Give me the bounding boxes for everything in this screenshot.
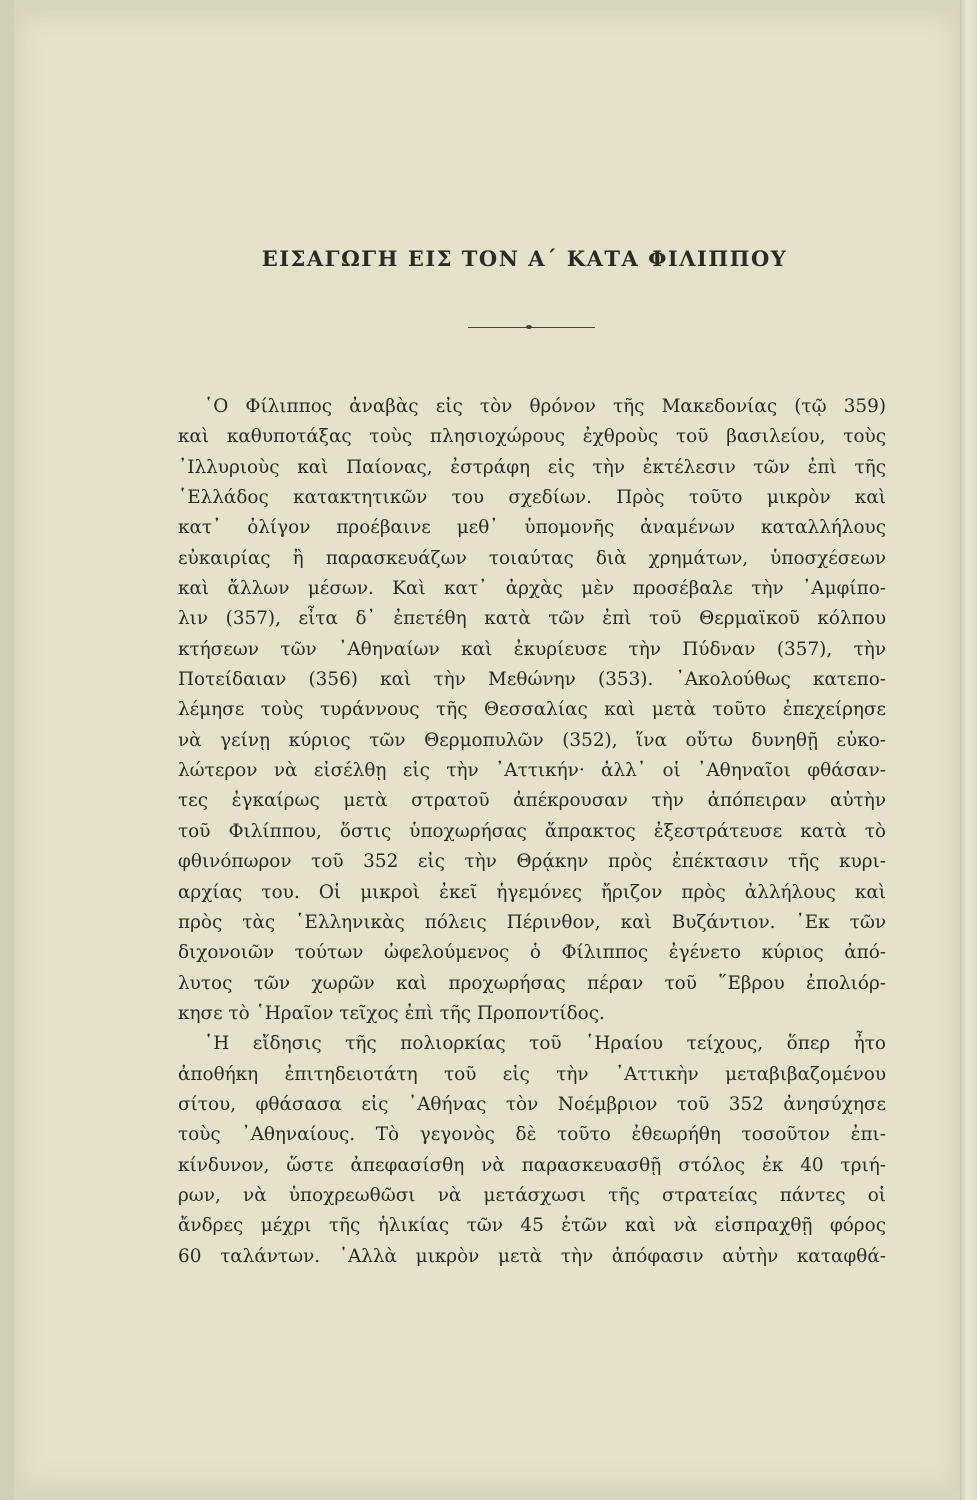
text-line: λώτερον νὰ εἰσέλθῃ εἰς τὴν ᾿Αττικήν· ἀλλ᾿ οἱ ᾿Αθηναῖοι φθάσαν- bbox=[178, 760, 886, 782]
text-line: διχονοιῶν τούτων ὠφελούμενος ὁ Φίλιππος ἐγένετο κύριος ἀπό- bbox=[178, 942, 886, 964]
text-line: νὰ γείνῃ κύριος τῶν Θερμοπυλῶν (352), ἵνα οὕτω δυνηθῇ εὐκο- bbox=[178, 729, 886, 751]
text-line: τοὺς ᾿Αθηναίους. Τὸ γεγονὸς δὲ τοῦτο ἐθεωρήθη τοσοῦτον ἐπι- bbox=[178, 1124, 886, 1146]
text-line: Ποτείδαιαν (356) καὶ τὴν Μεθώνην (353). ᾿Ακολούθως κατεπο- bbox=[178, 669, 886, 691]
text-line: τοῦ Φιλίππου, ὅστις ὑποχωρήσας ἄπρακτος ἐξεστράτευσε κατὰ τὸ bbox=[178, 820, 886, 842]
text-line: ᾿Ιλλυριοὺς καὶ Παίονας, ἐστράφη εἰς τὴν ἐκτέλεσιν τῶν ἐπὶ τῆς bbox=[178, 456, 886, 478]
text-line: κησε τὸ ῾Ηραῖον τεῖχος ἐπὶ τῆς Προποντίδος. bbox=[178, 1002, 605, 1024]
body-text bbox=[178, 392, 886, 1272]
text-line: κτήσεων τῶν ᾿Αθηναίων καὶ ἐκυρίευσε τὴν Πύδναν (357), τὴν bbox=[178, 638, 886, 660]
text-line: 60 ταλάντων. ᾿Αλλὰ μικρὸν μετὰ τὴν ἀπόφασιν αὐτὴν καταφθά- bbox=[178, 1245, 886, 1267]
text-line: κατ᾿ ὀλίγον προέβαινε μεθ᾿ ὑπομονῆς ἀναμένων καταλλήλους bbox=[178, 517, 886, 539]
text-line: κίνδυνον, ὥστε ἀπεφασίσθη νὰ παρασκευασθῇ στόλος ἐκ 40 τριή- bbox=[178, 1154, 886, 1176]
text-line: ῾Η εἴδησις τῆς πολιορκίας τοῦ ῾Ηραίου τείχους, ὅπερ ἦτο bbox=[204, 1033, 886, 1055]
text-line: τες ἐγκαίρως μετὰ στρατοῦ ἀπέκρουσαν τὴν ἀπόπειραν αὐτὴν bbox=[178, 790, 886, 812]
text-line: πρὸς τὰς ῾Ελληνικὰς πόλεις Πέρινθον, καὶ Βυζάντιον. ᾿Εκ τῶν bbox=[178, 911, 886, 933]
text-line: λέμησε τοὺς τυράννους τῆς Θεσσαλίας καὶ μετὰ τοῦτο ἐπεχείρησε bbox=[178, 699, 886, 721]
right-page-edge bbox=[960, 0, 977, 1500]
text-line: φθινόπωρον τοῦ 352 εἰς τὴν Θρᾴκην πρὸς ἐπέκτασιν τῆς κυρι- bbox=[178, 851, 886, 873]
text-line: ἀποθήκη ἐπιτηδειοτάτη τοῦ εἰς τὴν ᾿Αττικὴν μεταβιβαζομένου bbox=[178, 1063, 886, 1085]
text-line: καὶ ἄλλων μέσων. Καὶ κατ᾿ ἀρχὰς μὲν προσέβαλε τὴν ᾿Αμφίπο- bbox=[178, 578, 886, 600]
text-line: λυτος τῶν χωρῶν καὶ προχωρήσας πέραν τοῦ ῞Εβρου ἐπολιόρ- bbox=[178, 972, 886, 994]
text-line: εὐκαιρίας ἢ παρασκευάζων τοιαύτας διὰ χρημάτων, ὑποσχέσεων bbox=[178, 547, 886, 569]
text-line: καὶ καθυποτάξας τοὺς πλησιοχώρους ἐχθροὺς τοῦ βασιλείου, τοὺς bbox=[178, 426, 886, 448]
text-line: σίτου, φθάσασα εἰς ᾿Αθήνας τὸν Νοέμβριον τοῦ 352 ἀνησύχησε bbox=[178, 1093, 886, 1115]
chapter-title: ΕΙΣΑΓΩΓΗ ΕΙΣ ΤΟΝ Α΄ ΚΑΤΑ ΦΙΛΙΠΠΟΥ bbox=[261, 246, 788, 271]
text-line: ρων, νὰ ὑποχρεωθῶσι νὰ μετάσχωσι τῆς στρατείας πάντες οἱ bbox=[178, 1184, 886, 1206]
title-divider-ornament bbox=[526, 325, 532, 329]
left-page-edge bbox=[0, 0, 14, 1500]
paragraph-1 bbox=[178, 392, 886, 1029]
text-line: ῾Ελλάδος κατακτητικῶν του σχεδίων. Πρὸς τοῦτο μικρὸν καὶ bbox=[178, 487, 886, 509]
paragraph-2 bbox=[178, 1029, 886, 1272]
text-line: λιν (357), εἶτα δ᾿ ἐπετέθη κατὰ τῶν ἐπὶ τοῦ Θερμαϊκοῦ κόλπου bbox=[178, 608, 886, 630]
text-line: ἄνδρες μέχρι τῆς ἡλικίας τῶν 45 ἐτῶν καὶ νὰ εἰσπραχθῇ φόρος bbox=[178, 1215, 886, 1237]
text-line: αρχίας του. Οἱ μικροὶ ἐκεῖ ἡγεμόνες ἤριζον πρὸς ἀλλήλους καὶ bbox=[178, 881, 886, 903]
text-line: ῾Ο Φίλιππος ἀναβὰς εἰς τὸν θρόνον τῆς Μακεδονίας (τῷ 359) bbox=[204, 396, 886, 417]
